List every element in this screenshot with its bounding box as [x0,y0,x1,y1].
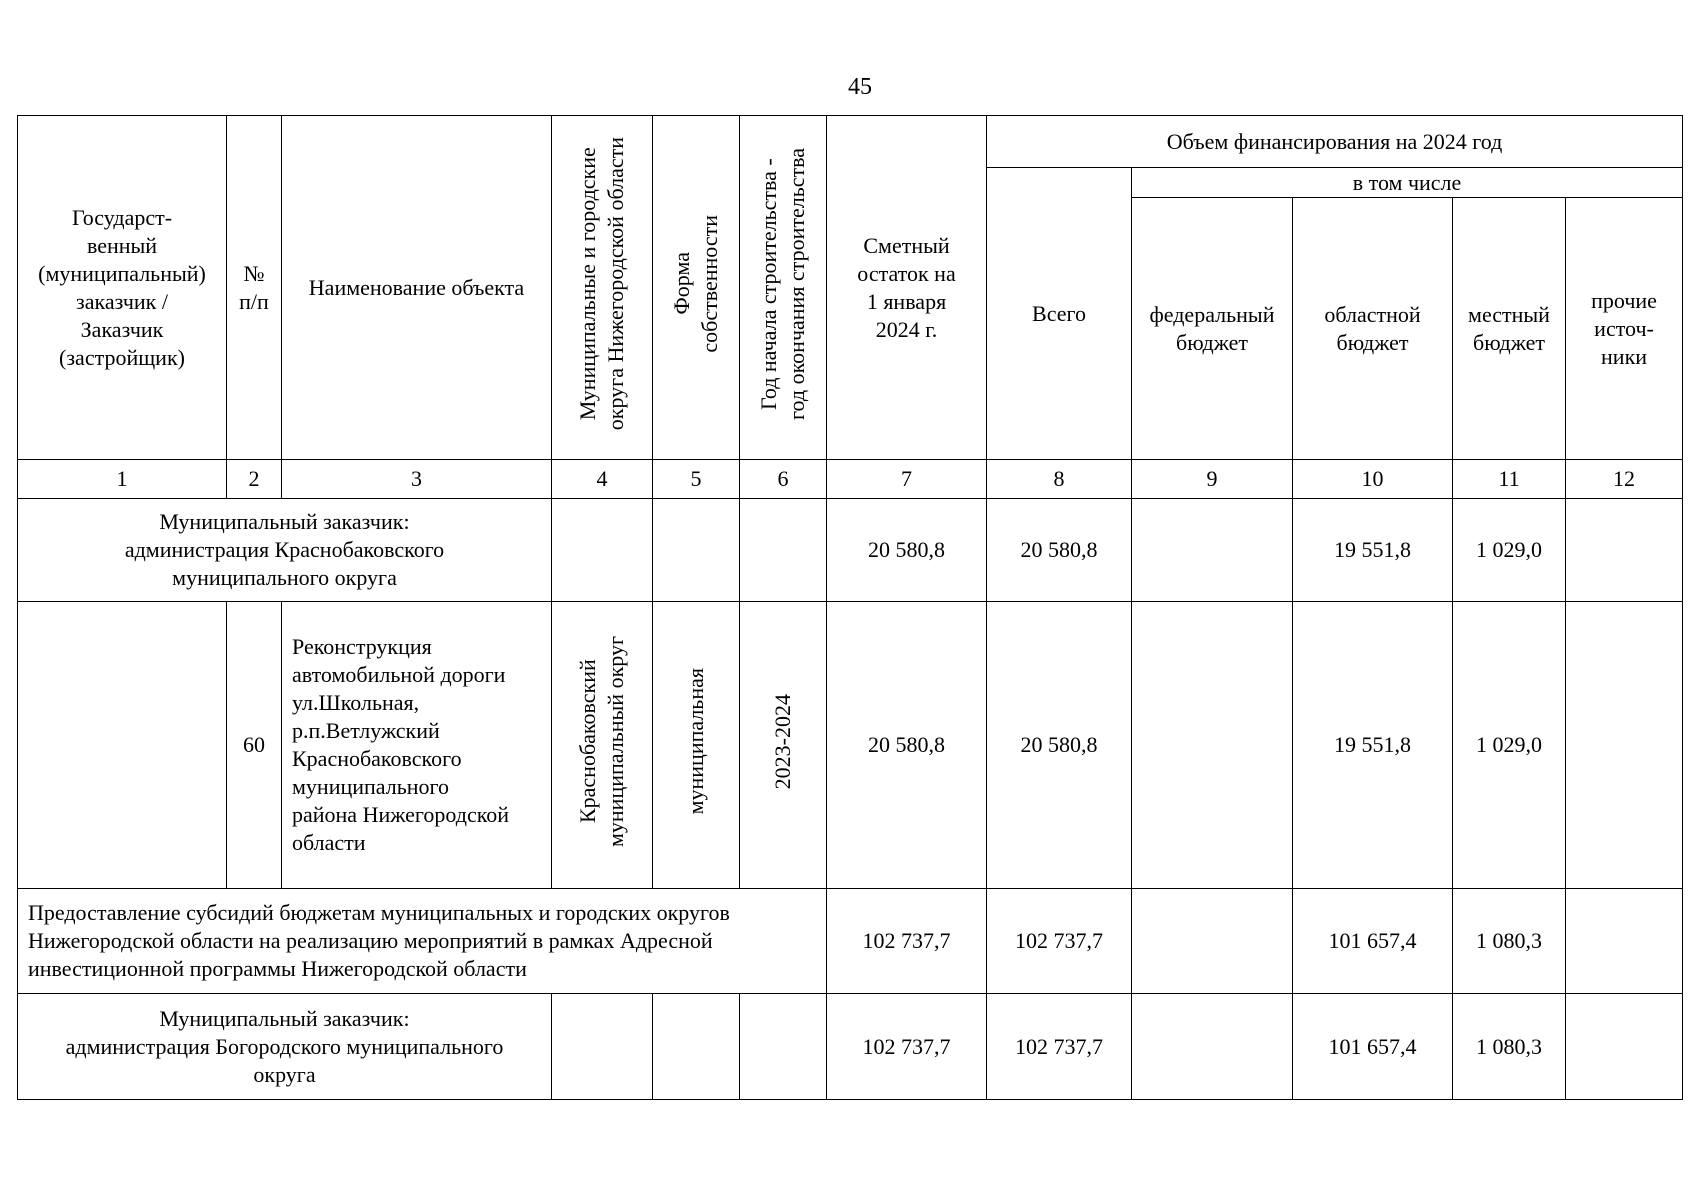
customer-row [18,499,1683,602]
col-number: 8 [987,460,1132,499]
regional-cell: 19 551,8 [1293,499,1453,602]
header-municipality-text: Муниципальные и городские округа Нижегородской области [575,137,628,431]
other-cell [1566,499,1683,602]
col-number: 1 [18,460,227,499]
object-name: Реконструкция автомобильной дороги ул.Школьная, р.п.Ветлужский Краснобаковского муниципального района Нижегородской области [282,602,552,889]
col-number: 11 [1453,460,1566,499]
total-cell: 102 737,7 [987,994,1132,1100]
header-customer: Государст- венный (муниципальный) заказчик / Заказчик (застройщик) [18,116,227,460]
section-row [18,889,1683,994]
header-municipality [552,116,653,460]
object-years-text: 2023-2024 [770,693,795,790]
col-number: 6 [740,460,827,499]
empty-cell [653,499,740,602]
federal-cell [1132,889,1293,994]
header-row-1 [18,116,1683,168]
header-local: местный бюджет [1453,198,1566,460]
empty-cell [18,602,227,889]
federal-cell [1132,499,1293,602]
federal-cell [1132,994,1293,1100]
regional-cell: 19 551,8 [1293,602,1453,889]
local-cell: 1 080,3 [1453,994,1566,1100]
object-ownership [653,602,740,889]
col-number: 5 [653,460,740,499]
object-number: 60 [227,602,282,889]
page-number: 45 [848,74,872,100]
col-number: 10 [1293,460,1453,499]
customer-label: Муниципальный заказчик: администрация Богородского муниципального округа [18,994,552,1100]
header-years [740,116,827,460]
local-cell: 1 080,3 [1453,889,1566,994]
total-cell: 20 580,8 [987,499,1132,602]
col-number: 4 [552,460,653,499]
estimated-balance-cell: 20 580,8 [827,499,987,602]
total-cell: 102 737,7 [987,889,1132,994]
header-total: Всего [987,168,1132,460]
header-other: прочие источ- ники [1566,198,1683,460]
header-object-name: Наименование объекта [282,116,552,460]
estimated-balance-cell: 20 580,8 [827,602,987,889]
col-number: 12 [1566,460,1683,499]
header-federal: федеральный бюджет [1132,198,1293,460]
empty-cell [552,499,653,602]
other-cell [1566,602,1683,889]
other-cell [1566,889,1683,994]
local-cell: 1 029,0 [1453,499,1566,602]
section-label: Предоставление субсидий бюджетам муниципальных и городских округов Нижегородской области на реализацию мероприятий в рамках Адресной инвестиционной программы Нижегородской области [18,889,827,994]
col-number: 7 [827,460,987,499]
empty-cell [740,994,827,1100]
header-including: в том числе [1132,168,1683,198]
column-numbers-row [18,460,1683,499]
header-regional: областной бюджет [1293,198,1453,460]
empty-cell [552,994,653,1100]
object-municipality-text: Краснобаковский муниципальный округ [575,635,628,847]
total-cell: 20 580,8 [987,602,1132,889]
col-number: 2 [227,460,282,499]
regional-cell: 101 657,4 [1293,889,1453,994]
header-number: № п/п [227,116,282,460]
customer-row [18,994,1683,1100]
customer-label: Муниципальный заказчик: администрация Краснобаковского муниципального округа [18,499,552,602]
estimated-balance-cell: 102 737,7 [827,994,987,1100]
col-number: 3 [282,460,552,499]
estimated-balance-cell: 102 737,7 [827,889,987,994]
empty-cell [653,994,740,1100]
header-estimated-balance: Сметный остаток на 1 января 2024 г. [827,116,987,460]
financing-table [17,115,1683,1100]
header-financing-group: Объем финансирования на 2024 год [987,116,1683,168]
object-ownership-text: муниципальная [683,668,708,815]
object-row [18,602,1683,889]
regional-cell: 101 657,4 [1293,994,1453,1100]
header-ownership-text: Форма собственности [669,215,722,353]
empty-cell [740,499,827,602]
col-number: 9 [1132,460,1293,499]
object-years [740,602,827,889]
header-years-text: Год начала строительства - год окончания строительства [756,148,809,420]
object-municipality [552,602,653,889]
federal-cell [1132,602,1293,889]
local-cell: 1 029,0 [1453,602,1566,889]
header-ownership [653,116,740,460]
other-cell [1566,994,1683,1100]
